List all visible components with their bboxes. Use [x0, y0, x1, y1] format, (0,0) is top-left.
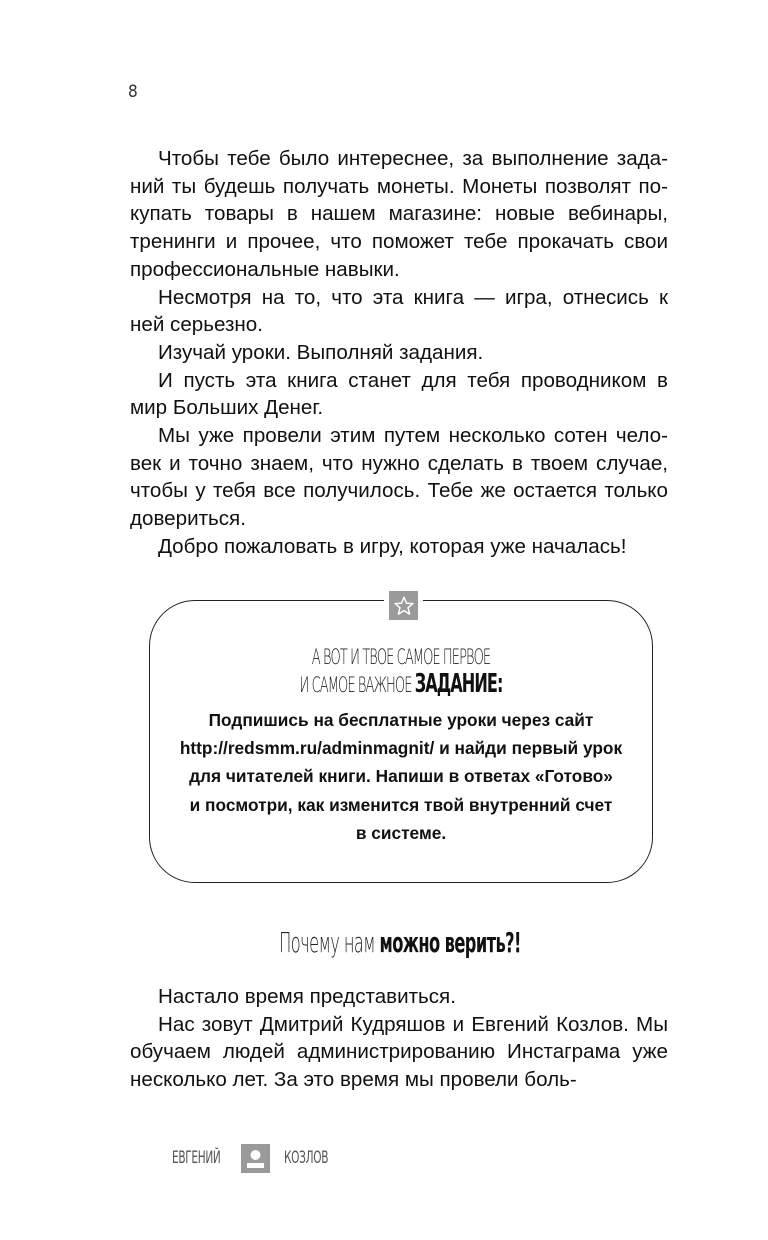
page-number: 8 [128, 82, 138, 102]
paragraph: Изучай уроки. Выполняй задания. [158, 340, 484, 364]
closing-text [130, 983, 668, 1094]
task-heading-line2-light: И САМОЕ ВАЖНОЕ [299, 673, 412, 697]
section-title [168, 927, 632, 959]
person-icon [241, 1144, 270, 1173]
task-body-line: для читателей книги. Напиши в ответах «Готово» [189, 766, 613, 787]
author-first-name: ЕВГЕНИЙ [172, 1148, 221, 1168]
task-body [149, 706, 653, 847]
paragraph: Добро пожаловать в игру, которая уже началась! [158, 534, 627, 558]
paragraph: И пусть эта книга станет для тебя проводником в мир Больших Денег. [130, 368, 668, 420]
paragraph: Настало время представиться. [158, 985, 456, 1008]
author-last-name: КОЗЛОВ [284, 1148, 329, 1168]
star-icon [384, 586, 423, 625]
paragraph: Нас зовут Дмитрий Кудряшов и Евгений Козлов. Мы обучаем людей администрированию Инстаграма уже несколько лет. За это время мы провели боль- [130, 1012, 668, 1092]
paragraph: Мы уже провели этим путем несколько сотен человек и точно знаем, что нужно сделать в твоем случае, чтобы у тебя все получилось. Тебе же остается только довериться. [130, 424, 668, 531]
paragraph: Чтобы тебе было интереснее, за выполнение заданий ты будешь получать монеты. Монеты позволят покупать товары в нашем магазине: новые вебинары, тренинги и прочее, что поможет тебе прокачать свои профессиональные навыки. [130, 147, 668, 281]
task-heading-line1: А ВОТ И ТВОЕ САМОЕ ПЕРВОЕ [311, 645, 491, 669]
task-body-line: Подпишись на бесплатные уроки через сайт [208, 710, 594, 730]
task-body-line: в системе. [355, 822, 447, 843]
task-link-line[interactable]: http://redsmm.ru/adminmagnit/ и найди первый урок [179, 738, 623, 759]
footer [0, 1144, 768, 1174]
intro-text [130, 145, 668, 561]
task-heading [245, 644, 557, 699]
task-body-line: и посмотри, как изменится твой внутренний счет [189, 794, 613, 815]
section-title-bold: можно верить?! [379, 926, 521, 959]
section-title-light: Почему нам [279, 926, 375, 959]
paragraph: Несмотря на то, что эта книга — игра, отнесись к ней серьезно. [130, 285, 668, 337]
task-heading-line2-bold: ЗАДАНИЕ: [414, 669, 503, 699]
